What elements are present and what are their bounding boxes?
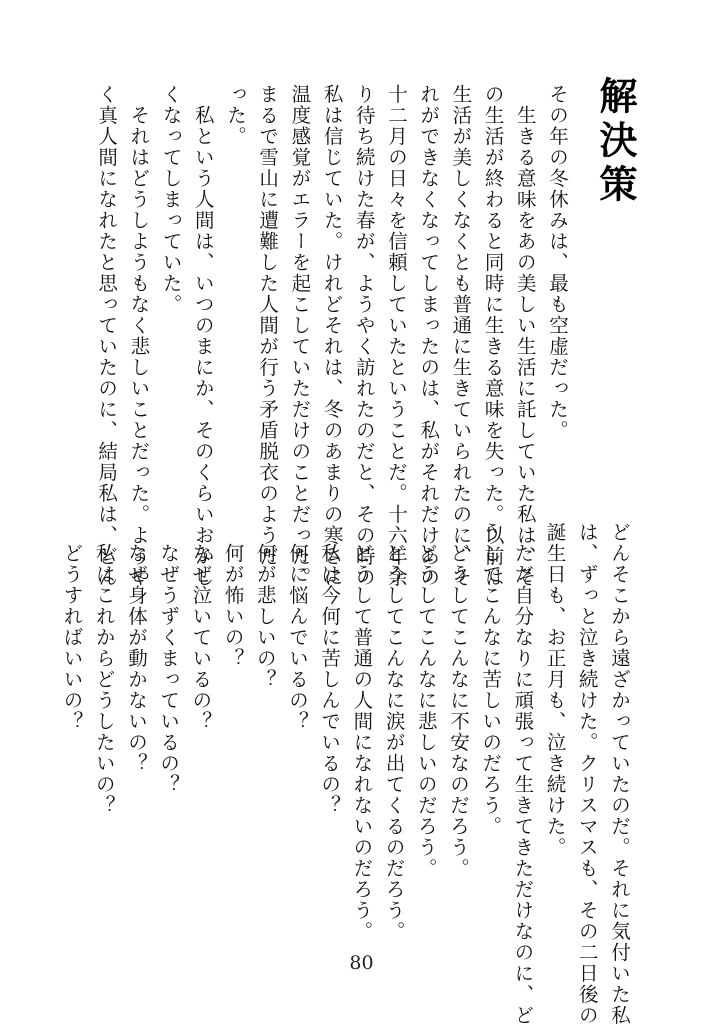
text-line: どうしてこんなに悲しいのだろう。 [414,522,438,879]
text-line: なぜ身体が動かないの？ [124,522,148,774]
text-line: は、ずっと泣き続けた。クリスマスも、その二日後の [575,522,599,1026]
text-line: 何が悲しいの？ [253,522,277,690]
text-line: どうしてこんなに涙が出てくるのだろう。 [382,522,406,942]
page-number: 80 [349,952,374,974]
text-line: の生活が終わると同時に生きる意味を失った。以前は [481,84,505,588]
text-line: 何が怖いの？ [221,522,245,669]
text-line: くなってしまっていた。 [159,84,183,315]
upper-text-block [90,84,573,588]
text-line: どんそこから遠ざかっていたのだ。それに気付いた私 [608,522,631,1026]
text-line: うしてこんなに苦しいのだろう。 [479,522,503,837]
text-line: 十二月の日々を信頼していたということだ。十六年余 [384,84,408,588]
text-line: どうすればいいの？ [60,522,84,732]
text-line: 私はこれからどうしたいの？ [92,522,116,816]
text-line: 生活が美しくなくとも普通に生きていられたのに、そ [449,84,473,588]
text-line: 温度感覚がエラーを起こしていただけのことだった。 [288,84,312,588]
text-line: り待ち続けた春が、ようやく訪れたのだと、その時の [352,84,376,588]
text-line: く真人間になれたと思っていたのに、結局私は、どん [95,84,119,588]
text-line: 何に悩んでいるの？ [285,522,309,732]
text-line: なぜ泣いているの？ [189,522,213,732]
text-line: その年の冬休みは、最も空虚だった。 [546,84,569,441]
text-line: 私という人間は、いつのまにか、そのくらいおかし [191,84,215,588]
text-line: まるで雪山に遭難した人間が行う矛盾脱衣のようだ [256,84,280,567]
text-line: った。 [223,84,247,147]
text-line: どうして普通の人間になれないのだろう。 [350,522,374,942]
text-line: なぜうずくまっているの？ [157,522,181,795]
text-line: どうしてこんなに不安なのだろう。 [446,522,470,879]
text-line: 誕生日も、お正月も、泣き続けた。 [543,522,567,858]
section-title: 解決策 [593,76,637,208]
text-line: 生きる意味をあの美しい生活に託していた私は、そ [513,84,537,588]
text-line: ただ自分なりに頑張って生きてきただけなのに、ど [511,522,535,1026]
text-line: それはどうしようもなく悲しいことだった。ようや [127,84,151,588]
text-line: 私は信じていた。けれどそれは、冬のあまりの寒さに [320,84,344,588]
text-line: れができなくなってしまったのは、私がそれだけあの [417,84,441,588]
text-line: 私は今何に苦しんでいるの？ [318,522,342,816]
